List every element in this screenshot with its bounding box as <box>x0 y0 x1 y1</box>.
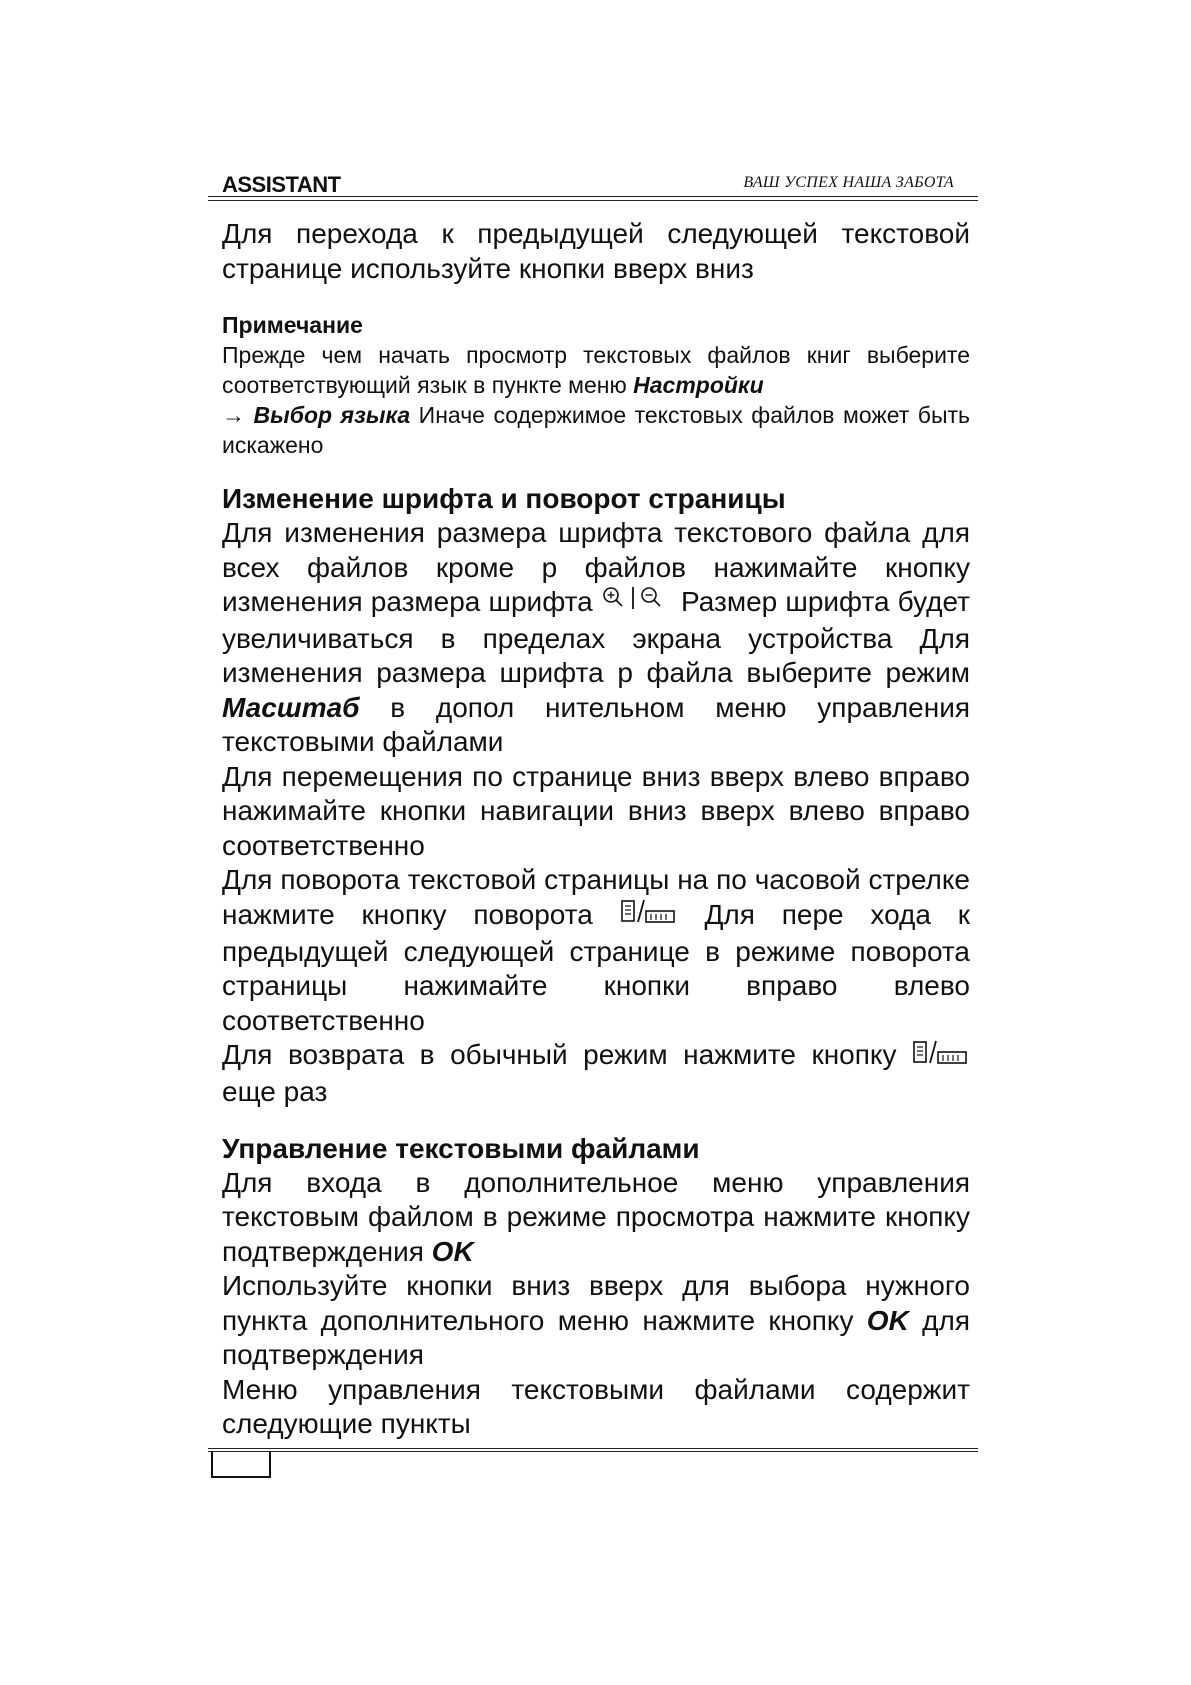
heading-file-management: Управление текстовыми файлами <box>222 1132 700 1164</box>
note-text: Прежде чем начать просмотр текстовых файлов книг выберите соответствующий язык в пункте меню Настройки → Выбор языка Иначе содержимое текстовых файлов может быть искажено <box>222 342 970 458</box>
footer-rule <box>208 1448 978 1449</box>
footer-rule-thick <box>208 1451 978 1452</box>
header-rule <box>208 196 978 197</box>
header-rule-thin <box>208 200 978 201</box>
brand-logo: ASSISTANT <box>222 172 341 197</box>
rotate-page-icon <box>912 1039 970 1076</box>
page-number-box <box>211 1452 271 1478</box>
heading-font-rotate: Изменение шрифта и поворот страницы <box>222 483 786 514</box>
paragraph-enter-menu: Для входа в дополнительное меню управления текстовым файлом в режиме просмотра нажмите кнопку подтверждения OK <box>222 1166 970 1267</box>
paragraph-navigation: Для перемещения по странице вниз вверх влево вправо нажимайте кнопки навигации вниз вверх влево вправо соответственно <box>222 760 970 861</box>
paragraph-font-size: Для изменения размера шрифта текстового файла для всех файлов кроме p файлов нажимайте кнопку изменения размера шрифта Размер шрифта будет увеличиваться в пределах экрана устройства Для изменения размера шрифта p файла выберите режим Масштаб в допол нительном меню управления текстовыми файлами <box>222 517 970 758</box>
page-content <box>222 217 970 1442</box>
header-tagline: ВАШ УСПЕХ НАША ЗАБОТА <box>743 174 954 191</box>
paragraph-page-nav: Для перехода к предыдущей следующей текстовой странице используйте кнопки вверх вниз <box>222 218 970 284</box>
paragraph-menu-contains: Меню управления текстовыми файлами содержит следующие пункты <box>222 1373 970 1440</box>
paragraph-return: Для возврата в обычный режим нажмите кнопку еще раз <box>222 1038 970 1109</box>
paragraph-select-item: Используйте кнопки вниз вверх для выбора нужного пункта дополнительного меню нажмите кнопку OK для подтверждения <box>222 1270 970 1371</box>
paragraph-rotate: Для поворота текстовой страницы на по часовой стрелке нажмите кнопку поворота Для пере хода к предыдущей следующей странице в режиме поворота страницы нажимайте кнопки вправо влево соответственно <box>222 864 970 1036</box>
rotate-page-icon <box>620 898 678 935</box>
note-title: Примечание <box>222 312 363 338</box>
zoom-in-out-icon <box>601 585 673 622</box>
